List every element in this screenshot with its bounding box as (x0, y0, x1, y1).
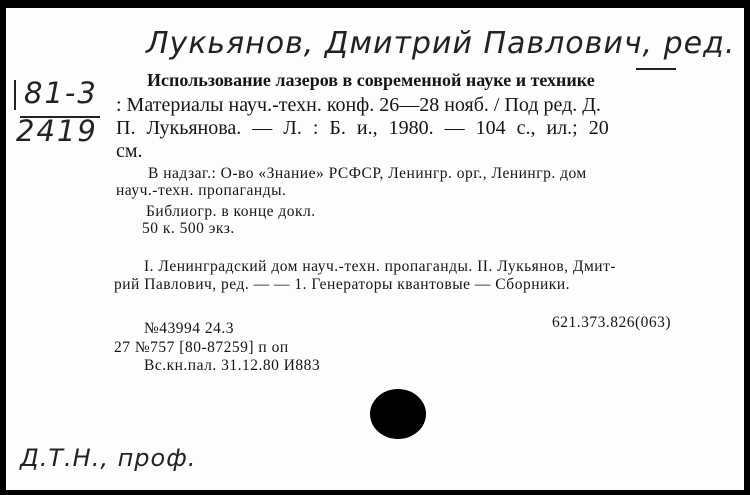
record-line-1: №43994 24.3 (144, 320, 235, 337)
left-margin-mark (14, 80, 16, 110)
catalog-card (6, 8, 744, 490)
notes-line-4: 50 к. 500 экз. (142, 220, 235, 237)
entry-line-3: П. Лукьянова. — Л. : Б. и., 1980. — 104 с., ил.; 20 (116, 117, 609, 139)
handwritten-footer-note: Д.Т.Н., проф. (20, 444, 197, 472)
call-number-bottom: 2419 (16, 114, 98, 148)
card-punch-hole (370, 389, 426, 439)
tracings-line-1: I. Ленинградский дом науч.-техн. пропаганды. II. Лукьянов, Дмит- (144, 258, 617, 275)
notes-line-1: В надзаг.: О-во «Знание» РСФСР, Ленингр. орг., Ленингр. дом (148, 165, 587, 182)
tracings-line-2: рий Павлович, ред. — — 1. Генераторы квантовые — Сборники. (114, 276, 570, 293)
classification-number: 621.373.826(063) (552, 314, 672, 331)
entry-title: Использование лазеров в современной науке и технике (147, 70, 595, 90)
handwritten-author-heading: Лукьянов, Дмитрий Павлович, ред. (146, 26, 736, 61)
record-line-3: Вс.кн.пал. 31.12.80 И883 (144, 357, 321, 374)
record-line-2: 27 №757 [80-87259] п оп (114, 339, 289, 356)
heading-underline-mark (636, 68, 676, 70)
call-number-top: 81-3 (24, 76, 98, 110)
entry-line-2: : Материалы науч.-техн. конф. 26—28 нояб. / Под ред. Д. (116, 94, 601, 116)
notes-line-2: науч.-техн. пропаганды. (116, 182, 287, 199)
notes-line-3: Библиогр. в конце докл. (146, 203, 316, 220)
entry-line-4: см. (116, 140, 143, 162)
